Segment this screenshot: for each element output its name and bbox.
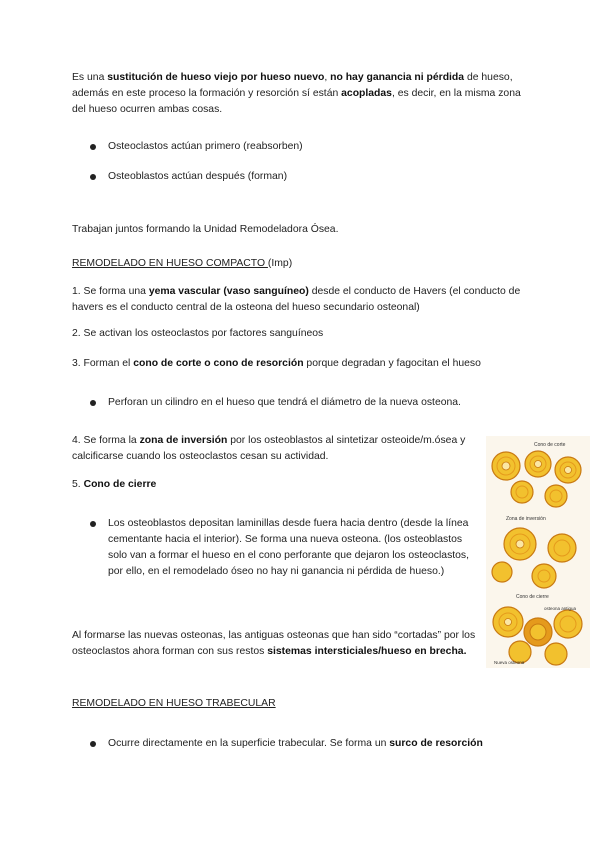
figure-label-zona-inversion: Zona de inversión [506, 516, 546, 522]
step-3: 3. Forman el cono de corte o cono de resorción porque degradan y fagocitan el hueso [72, 358, 481, 369]
figure-label-cono-cierre: Cono de cierre [516, 594, 549, 600]
osteon-remodeling-illustration [486, 436, 590, 668]
bullet-perforan: Perforan un cilindro en el hueso que tendrá el diámetro de la nueva osteona. [108, 397, 461, 408]
step-5: 5. Cono de cierre [72, 479, 157, 490]
bullet-dot [90, 521, 96, 527]
figure-label-osteona-antigua: osteona antigua [544, 606, 577, 611]
heading-compacto: REMODELADO EN HUESO COMPACTO (Imp) [72, 258, 293, 269]
bullet-dot [90, 174, 96, 180]
bullet-trabecular: Ocurre directamente en la superficie trabecular. Se forma un surco de resorción [108, 738, 483, 749]
intro-paragraph: Es una sustitución de hueso viejo por hueso nuevo, no hay ganancia ni pérdida de hueso, además en este proceso la formación y resorción sí están acopladas, es decir, en la misma zona del hueso ocurren ambas cosas. [72, 72, 521, 115]
bullet-dot [90, 741, 96, 747]
unidad-paragraph: Trabajan juntos formando la Unidad Remodeladora Ósea. [72, 224, 339, 235]
bullet-dot [90, 400, 96, 406]
bullet-osteoblastos: Osteoblastos actúan después (forman) [108, 171, 288, 182]
bullet-cono-cierre: Los osteoblastos depositan laminillas desde fuera hacia dentro (desde la línea cementante hacia el interior). Se forma una nueva osteona. (los osteoblastos solo van a formar el hueso en el cono perforante que dejaron los osteoclastos, por ello, en el remodelado óseo no hay ni ganancia ni pérdida de hueso.) [108, 518, 470, 577]
step-2: 2. Se activan los osteoclastos por factores sanguíneos [72, 328, 324, 339]
figure-label-cono-corte: Cono de corte [534, 442, 566, 448]
bullet-dot [90, 144, 96, 150]
step-1: 1. Se forma una yema vascular (vaso sanguíneo) desde el conducto de Havers (el conducto de havers es el conducto central de la osteona del hueso secundario osteonal) [72, 286, 521, 313]
figure-label-nueva-osteona: Nueva osteona [494, 660, 525, 665]
final-paragraph: Al formarse las nuevas osteonas, las antiguas osteonas que han sido “cortadas” por los osteoclastos ahora forman con sus restos sistemas intersticiales/hueso en brecha. [72, 630, 476, 657]
heading-trabecular: REMODELADO EN HUESO TRABECULAR [72, 698, 276, 709]
bullet-osteoclastos: Osteoclastos actúan primero (reabsorben) [108, 141, 303, 152]
step-4: 4. Se forma la zona de inversión por los osteoblastos al sintetizar osteoide/m.ósea y calcificarse cuando los osteoclastos cesan su actividad. [72, 435, 466, 462]
